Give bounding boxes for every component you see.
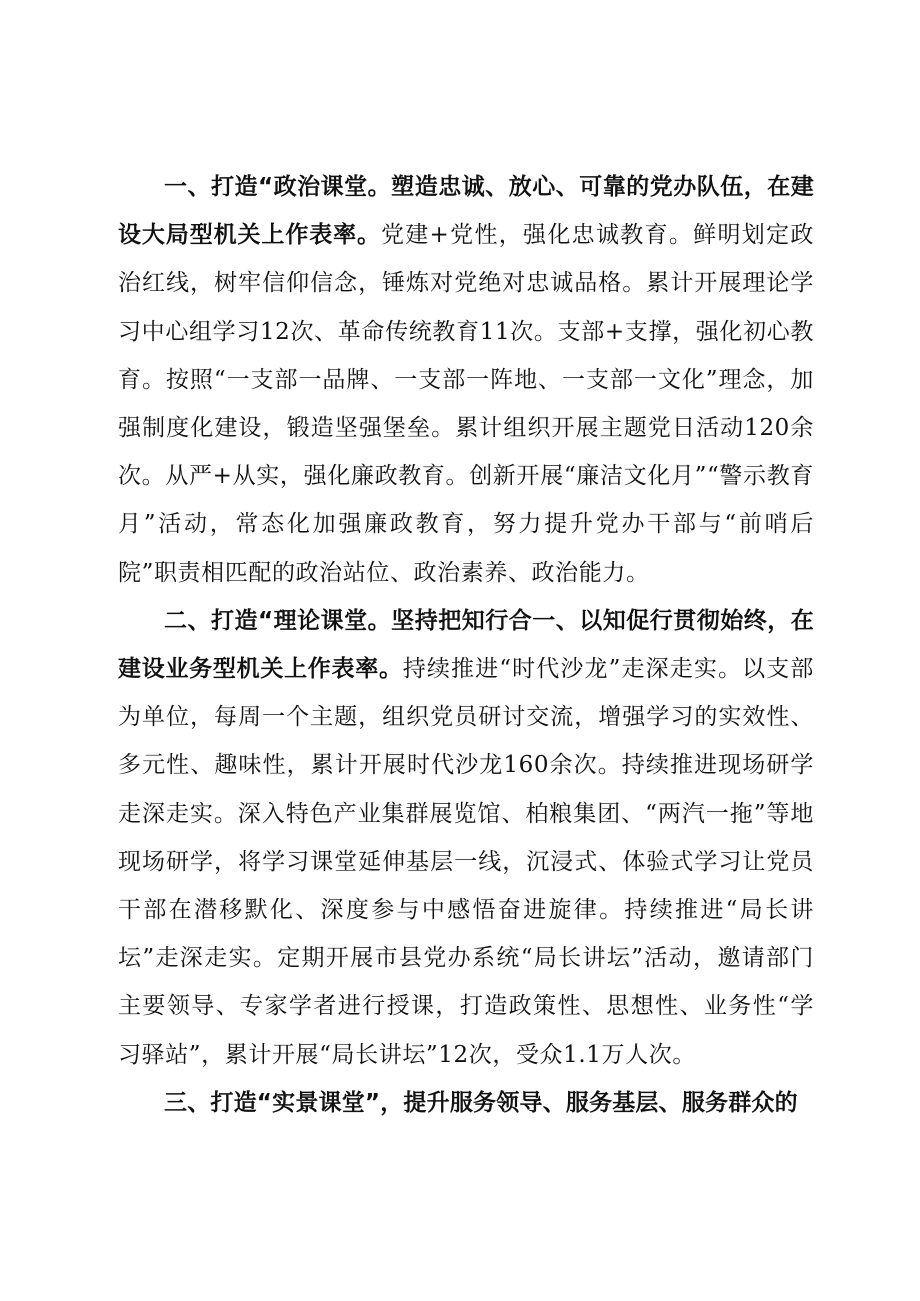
paragraph-1 (118, 163, 814, 597)
document-page (118, 163, 814, 1127)
paragraph-3 (118, 1079, 814, 1127)
paragraph-2 (118, 597, 814, 1079)
paragraph-2-heading: 二、打造“理论课堂。坚持把知行合一、以知促行贯彻始终，在建设业务型机关上作表率。 (118, 607, 814, 683)
paragraph-3-heading: 三、打造“实景课堂”，提升服务领导、服务基层、服务群众的 (164, 1089, 798, 1116)
paragraph-2-body: 持续推进“时代沙龙”走深走实。以支部为单位，每周一个主题，组织党员研讨交流，增强学习的实效性、多元性、趣味性，累计开展时代沙龙160余次。持续推进现场研学走深走实。深入特色产业集群展览馆、柏粮集团、“两汽一拖”等地现场研学，将学习课堂延伸基层一线，沉浸式、体验式学习让党员干部在潜移默化、深度参与中感悟奋进旋律。持续推进“局长讲坛”走深走实。定期开展市县党办系统“局长讲坛”活动，邀请部门主要领导、专家学者进行授课，打造政策性、思想性、业务性“学习驿站”，累计开展“局长讲坛”12次，受众1.1万人次。 (118, 656, 814, 1068)
paragraph-1-heading: 一、打造“政治课堂。塑造忠诚、放心、可靠的党办队伍，在建设大局型机关上作表率。 (118, 174, 814, 249)
paragraph-1-body: 党建+党性，强化忠诚教育。鲜明划定政治红线，树牢信仰信念，锤炼对党绝对忠诚品格。累计开展理论学习中心组学习12次、革命传统教育11次。支部+支撑，强化初心教育。按照“一支部一品牌、一支部一阵地、一支部一文化”理念，加强制度化建设，锻造坚强堡垒。累计组织开展主题党日活动120余次。从严+从实，强化廉政教育。创新开展“廉洁文化月”“警示教育月”活动，常态化加强廉政教育，努力提升党办干部与“前哨后院”职责相匹配的政治站位、政治素养、政治能力。 (118, 222, 814, 586)
